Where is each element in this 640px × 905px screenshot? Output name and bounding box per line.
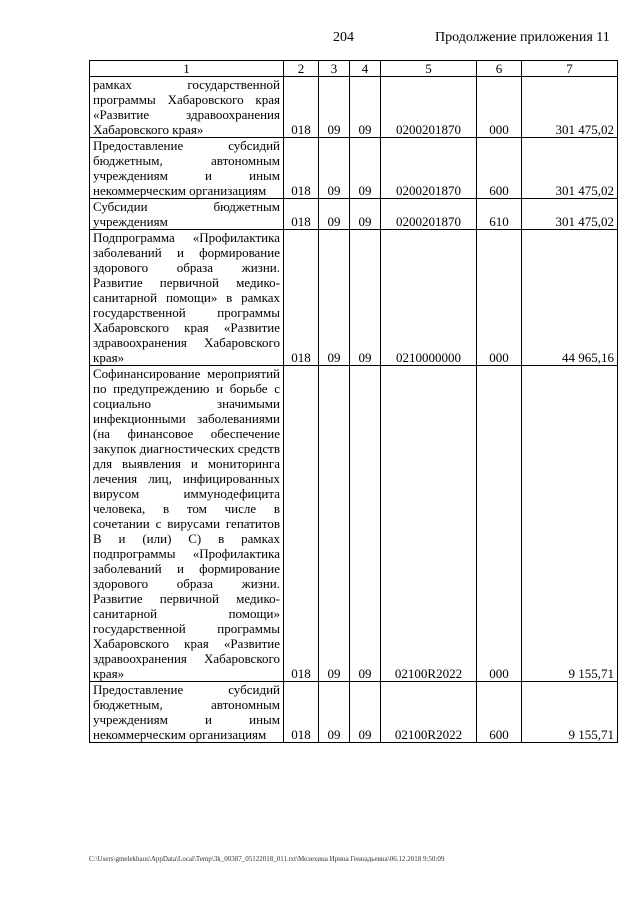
- row-description: Субсидии бюджетным учреждениям: [90, 199, 284, 230]
- expense-type-code: 000: [477, 230, 522, 366]
- section-code: 09: [319, 199, 350, 230]
- column-header: 2: [284, 61, 319, 77]
- budget-table: [89, 60, 618, 743]
- ministry-code: 018: [284, 366, 319, 682]
- amount: 9 155,71: [522, 366, 618, 682]
- table-row: [90, 138, 618, 199]
- subsection-code: 09: [350, 682, 381, 743]
- subsection-code: 09: [350, 77, 381, 138]
- table-row: [90, 77, 618, 138]
- target-article-code: 0200201870: [381, 138, 477, 199]
- table-header-row: [90, 61, 618, 77]
- target-article-code: 02100R2022: [381, 682, 477, 743]
- column-header: 5: [381, 61, 477, 77]
- amount: 9 155,71: [522, 682, 618, 743]
- ministry-code: 018: [284, 682, 319, 743]
- ministry-code: 018: [284, 77, 319, 138]
- section-code: 09: [319, 366, 350, 682]
- column-header: 4: [350, 61, 381, 77]
- expense-type-code: 600: [477, 682, 522, 743]
- amount: 301 475,02: [522, 138, 618, 199]
- row-description: Софинансирование мероприятий по предупреждению и борьбе с социально значимыми инфекционными заболеваниями (на финансовое обеспечение закупок диагностических средств для выявления и мониторинга лечения лиц, инфицированных вирусом иммунодефицита человека, в том числе в сочетании с вирусами гепатитов B и (или) C) в рамках подпрограммы «Профилактика заболеваний и формирование здорового образа жизни. Развитие первичной медико-санитарной помощи» государственной программы Хабаровского края «Развитие здравоохранения Хабаровского края»: [90, 366, 284, 682]
- expense-type-code: 000: [477, 77, 522, 138]
- page-number: 204: [333, 30, 354, 45]
- column-header: 3: [319, 61, 350, 77]
- section-code: 09: [319, 682, 350, 743]
- expense-type-code: 000: [477, 366, 522, 682]
- table-row: [90, 199, 618, 230]
- subsection-code: 09: [350, 138, 381, 199]
- section-code: 09: [319, 230, 350, 366]
- subsection-code: 09: [350, 366, 381, 682]
- expense-type-code: 600: [477, 138, 522, 199]
- amount: 301 475,02: [522, 199, 618, 230]
- subsection-code: 09: [350, 230, 381, 366]
- row-description: Подпрограмма «Профилактика заболеваний и формирование здорового образа жизни. Развитие первичной медико-санитарной помощи» в рамках государственной программы Хабаровского края «Развитие здравоохранения Хабаровского края»: [90, 230, 284, 366]
- target-article-code: 0200201870: [381, 77, 477, 138]
- ministry-code: 018: [284, 199, 319, 230]
- target-article-code: 0210000000: [381, 230, 477, 366]
- section-code: 09: [319, 138, 350, 199]
- expense-type-code: 610: [477, 199, 522, 230]
- amount: 44 965,16: [522, 230, 618, 366]
- ministry-code: 018: [284, 230, 319, 366]
- amount: 301 475,02: [522, 77, 618, 138]
- table-row: [90, 230, 618, 366]
- target-article-code: 02100R2022: [381, 366, 477, 682]
- subsection-code: 09: [350, 199, 381, 230]
- row-description: Предоставление субсидий бюджетным, автономным учреждениям и иным некоммерческим организациям: [90, 682, 284, 743]
- ministry-code: 018: [284, 138, 319, 199]
- row-description: рамках государственной программы Хабаровского края «Развитие здравоохранения Хабаровского края»: [90, 77, 284, 138]
- continuation-label: Продолжение приложения 11: [435, 30, 610, 45]
- table-row: [90, 366, 618, 682]
- column-header: 6: [477, 61, 522, 77]
- footer-file-path: C:\Users\gmelekhaus\AppData\Local\Temp\3k_00387_05122018_011.txt\Мелехина Ирина Геннадьевна\06.12.2018 9:50:09: [89, 855, 445, 863]
- column-header: 7: [522, 61, 618, 77]
- row-description: Предоставление субсидий бюджетным, автономным учреждениям и иным некоммерческим организациям: [90, 138, 284, 199]
- target-article-code: 0200201870: [381, 199, 477, 230]
- table-row: [90, 682, 618, 743]
- section-code: 09: [319, 77, 350, 138]
- column-header: 1: [90, 61, 284, 77]
